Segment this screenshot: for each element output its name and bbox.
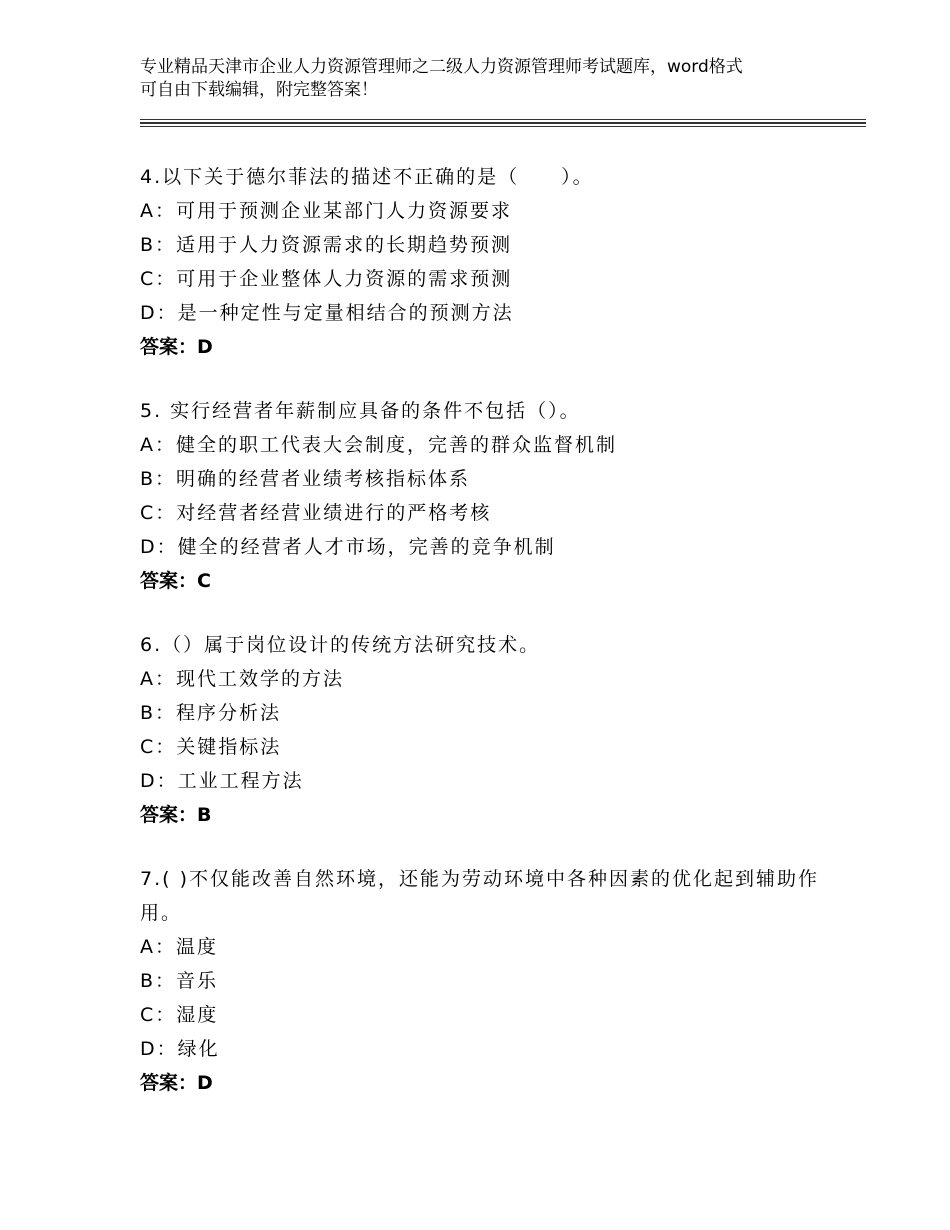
option-a: A：健全的职工代表大会制度，完善的群众监督机制 bbox=[140, 434, 617, 456]
option-c: C：关键指标法 bbox=[140, 736, 282, 758]
answer: 答案：B bbox=[140, 804, 212, 826]
question-stem: 7.( )不仅能改善自然环境，还能为劳动环境中各种因素的优化起到辅助作用。 bbox=[140, 868, 819, 924]
option-d: D：健全的经营者人才市场，完善的竞争机制 bbox=[140, 536, 556, 558]
header-divider-top bbox=[140, 119, 866, 120]
question-stem: 6.（）属于岗位设计的传统方法研究技术。 bbox=[140, 634, 541, 656]
option-c: C：对经营者经营业绩进行的严格考核 bbox=[140, 502, 492, 524]
option-c: C：湿度 bbox=[140, 1004, 219, 1026]
question-stem: 5. 实行经营者年薪制应具备的条件不包括（）。 bbox=[140, 400, 581, 422]
option-d: D：工业工程方法 bbox=[140, 770, 304, 792]
document-header bbox=[140, 56, 840, 102]
question-list bbox=[140, 160, 830, 1130]
header-title-line-2: 可自由下载编辑，附完整答案！ bbox=[140, 80, 378, 100]
option-b: B：适用于人力资源需求的长期趋势预测 bbox=[140, 234, 513, 256]
answer: 答案：D bbox=[140, 336, 213, 358]
option-d: D：是一种定性与定量相结合的预测方法 bbox=[140, 302, 514, 324]
option-a: A：可用于预测企业某部门人力资源要求 bbox=[140, 200, 512, 222]
option-c: C：可用于企业整体人力资源的需求预测 bbox=[140, 268, 513, 290]
option-a: A：温度 bbox=[140, 936, 218, 958]
header-divider-bottom bbox=[140, 126, 866, 127]
header-divider-middle bbox=[140, 122, 866, 124]
question-4 bbox=[140, 160, 830, 364]
option-d: D：绿化 bbox=[140, 1038, 220, 1060]
question-stem: 4.以下关于德尔菲法的描述不正确的是（ ）。 bbox=[140, 166, 594, 188]
header-title-line-1: 专业精品天津市企业人力资源管理师之二级人力资源管理师考试题库，word格式 bbox=[140, 57, 743, 77]
answer: 答案：C bbox=[140, 570, 211, 592]
answer: 答案：D bbox=[140, 1072, 213, 1094]
question-7 bbox=[140, 862, 830, 1100]
question-5 bbox=[140, 394, 830, 598]
option-b: B：音乐 bbox=[140, 970, 219, 992]
option-a: A：现代工效学的方法 bbox=[140, 668, 344, 690]
option-b: B：明确的经营者业绩考核指标体系 bbox=[140, 468, 471, 490]
option-b: B：程序分析法 bbox=[140, 702, 282, 724]
question-6 bbox=[140, 628, 830, 832]
